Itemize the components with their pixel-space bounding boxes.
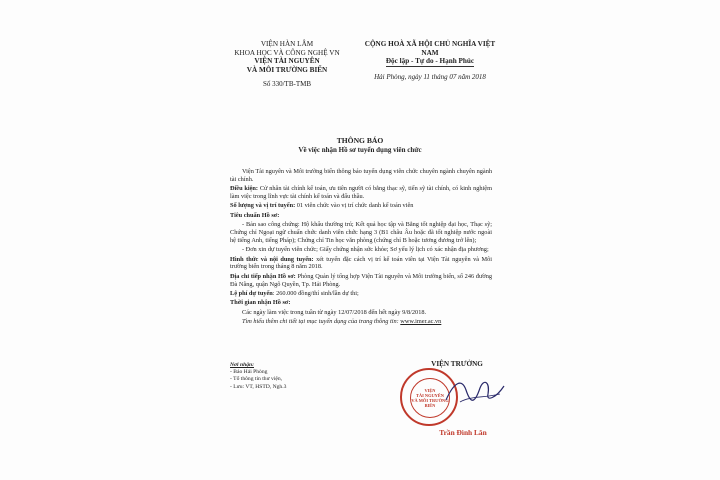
form-label: Hình thức và nội dung tuyển: [230,255,314,263]
time-text: Các ngày làm việc trong tuần từ ngày 12/07/2018 đến hết ngày 9/8/2018. [242,308,427,316]
agency-line-2: KHOA HỌC VÀ CÔNG NGHỆ VN [234,48,340,57]
handwritten-signature [440,372,510,412]
recipient-item: - Báo Hải Phòng [230,369,268,376]
fee-label: Lệ phí dự tuyển [230,289,273,297]
document-title: THÔNG BÁO [336,136,384,145]
seal-line: VIỆN [424,388,436,393]
seal-line: VÀ MÔI TRƯỜNG [411,398,449,403]
document-subtitle: Về việc nhận Hồ sơ tuyển dụng viên chức [298,146,422,154]
document-date: Hải Phòng, ngày 11 tháng 07 năm 2018 [374,72,486,81]
signer-name: Trần Đình Lân [439,428,487,437]
agency-line-3: VIỆN TÀI NGUYÊN [254,57,320,66]
national-header [360,40,500,81]
criteria-paragraph [230,212,492,220]
document-body [230,168,492,327]
document-number: Số 330/TB-TMB [262,80,312,89]
address-label: Địa chỉ tiếp nhận Hồ sơ: [230,272,296,280]
address-paragraph [230,273,492,289]
criteria-item-1: - Bản sao công chứng: Hộ khẩu thường trú; Kết quả học tập và Bằng tốt nghiệp đại học, Thạc sỹ; Chứng chỉ Ngoại ngữ chuẩn chức danh viên chức hạng 3 (B1 châu Âu hoặc đã tốt nghiệp nước ngoài hệ tiếng Anh, tiếng Pháp); Chứng chỉ Tin học văn phòng (chứng chỉ B hoặc tương đương trở lên); [230,221,492,244]
website-link[interactable]: www.imer.ac.vn [400,318,442,326]
condition-text: Cử nhân tài chính kế toán, ưu tiên người có bằng thạc sỹ, tiến sỹ tài chính, có kinh nghiệm làm việc trong lĩnh vực tài chính kế toán và đấu thầu. [230,185,492,200]
intro-paragraph: Viện Tài nguyên và Môi trường biển thông báo tuyển dụng viên chức chuyên ngành chuyên ngành tài chính. [230,168,492,183]
recipients-block [230,362,330,391]
recipients-heading: Nơi nhận: [230,362,254,368]
recipient-item: - Lưu: VT, HSTD, Ngh.3 [230,383,287,390]
quantity-label: Số lượng và vị trí tuyển: [230,202,296,210]
time-paragraph [230,299,492,307]
fee-paragraph [230,290,492,298]
recipient-item: - Tổ thông tin thư viện, [230,376,283,383]
time-label: Thời gian nhận Hồ sơ: [230,299,291,307]
agency-header [222,40,352,89]
form-text: xét tuyển đặc cách vị trí kế toán viên tại Viện Tài nguyên và Môi trường biển trong tháng 8 năm 2018. [230,255,492,271]
criteria-item-2: - Đơn xin dự tuyển viên chức; Giấy chứng nhận sức khỏe; Sơ yếu lý lịch có xác nhận địa phương; [242,246,489,254]
condition-paragraph [230,185,492,201]
nation-title: CỘNG HOÀ XÃ HỘI CHỦ NGHĨA VIỆT NAM [364,40,496,57]
fee-text: : 260.000 đồng/thí sinh/lần dự thi; [272,289,359,297]
more-info-paragraph [230,318,492,326]
seal-line: TÀI NGUYÊN [416,393,444,398]
signer-role: VIỆN TRƯỞNG [431,360,483,368]
condition-label: Điều kiện: [230,185,259,193]
more-info-text: Tìm hiểu thêm chi tiết tại mục tuyển dụng của trang thông tin: [242,318,399,326]
nation-motto: Độc lập - Tự do - Hạnh Phúc [385,57,475,66]
agency-line-4: VÀ MÔI TRƯỜNG BIỂN [246,65,328,74]
seal-line: BIỂN [424,403,436,408]
address-text: Phòng Quản lý tổng hợp Viện Tài nguyên và Môi trường biển, số 246 đường Đà Nẵng, quận Ngô Quyền, Tp. Hải Phòng. [230,272,492,288]
quantity-text: 01 viên chức vào vị trí chức danh kế toán viên [296,202,414,210]
form-paragraph [230,256,492,272]
agency-line-1: VIỆN HÀN LÂM [260,40,314,48]
criteria-label: Tiêu chuẩn Hồ sơ: [230,211,280,219]
quantity-paragraph [230,202,492,210]
